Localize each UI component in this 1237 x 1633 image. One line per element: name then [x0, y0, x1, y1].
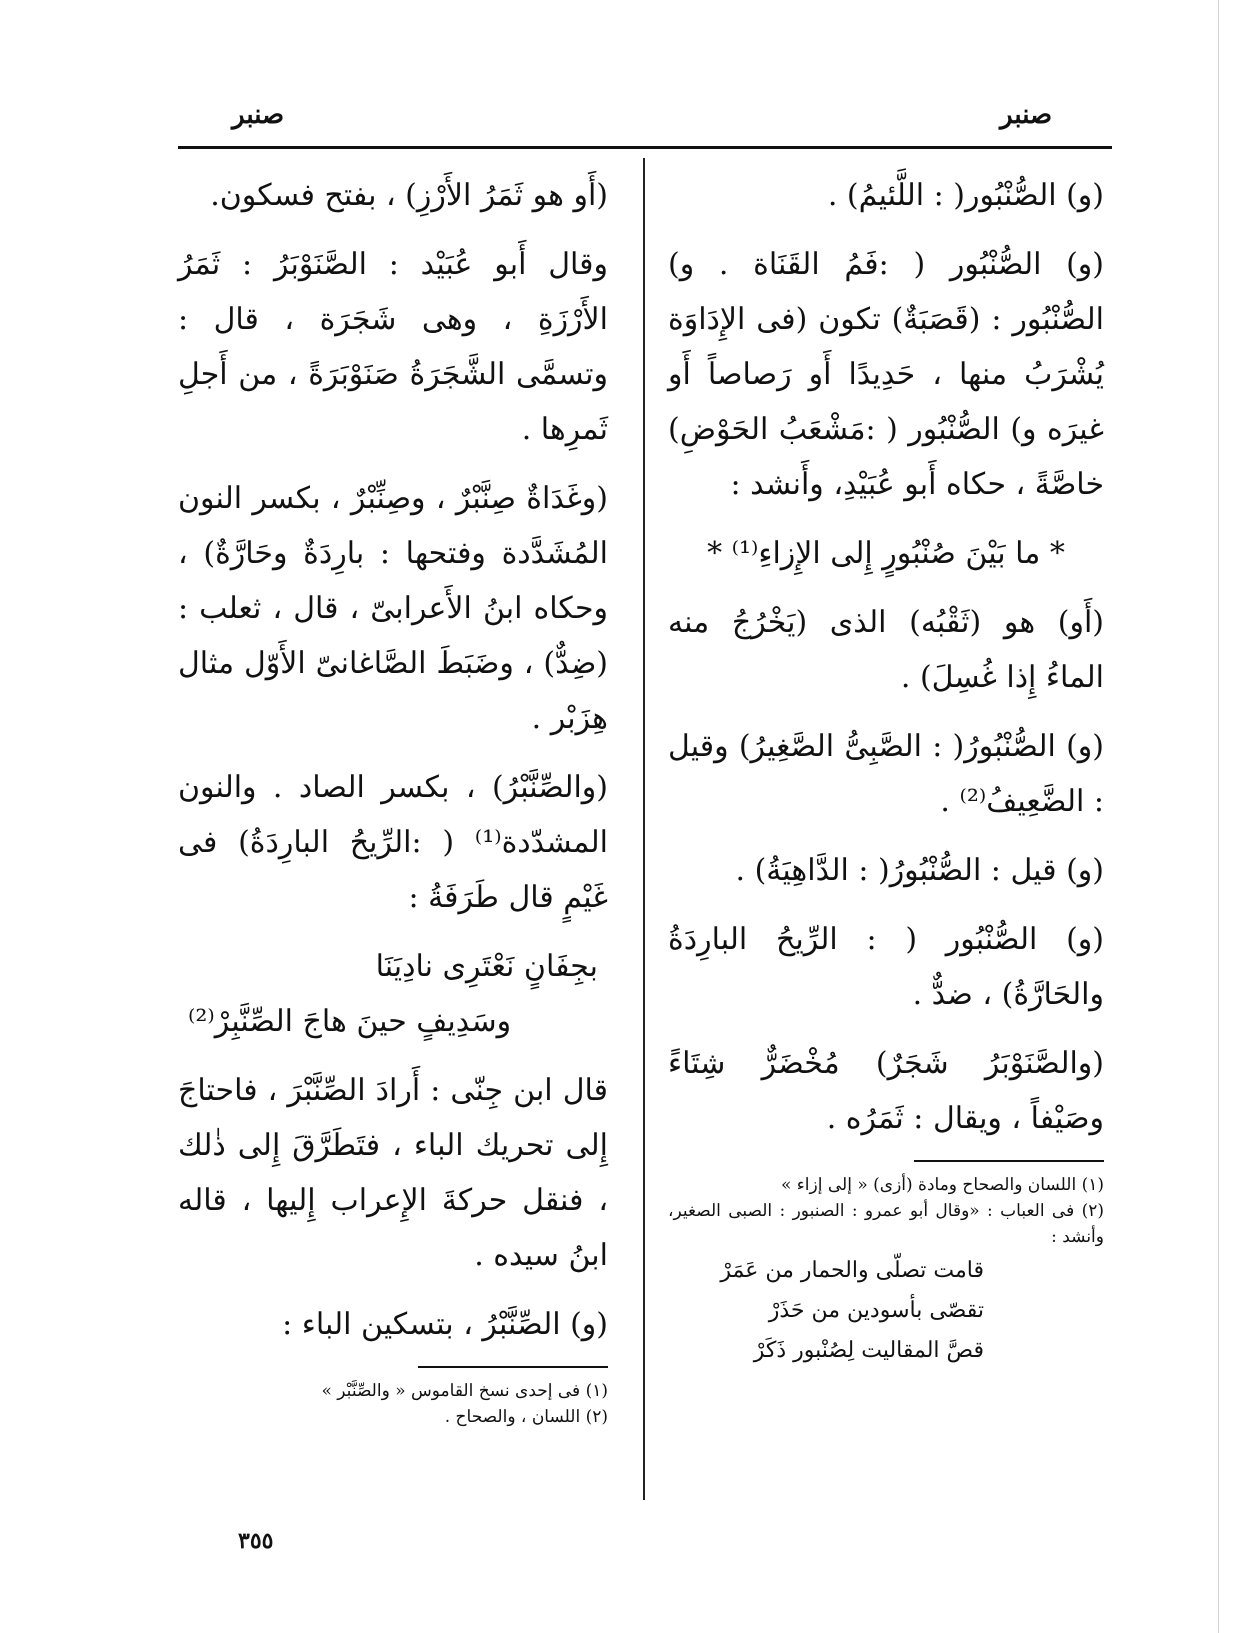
poem-line: بجِفَانٍ نَعْتَرِى نادِيَنَا [375, 949, 598, 984]
entry-paragraph: (والصَّنَوْبَرُ شَجَرٌ) مُخْضَرٌّ شِتَاءً وصَيْفاً ، ويقال : ثَمَرُه . [668, 1046, 1104, 1136]
left-column [178, 168, 608, 1430]
poem-line: وسَدِيفٍ حينَ هاجَ الصِّنَّبِرْ⁽²⁾ [188, 1004, 512, 1039]
column-separator [643, 158, 645, 1500]
footnote-poem-line: تقصّى بأسودين من حَذَرْ [768, 1298, 984, 1323]
entry-paragraph: (و) الصِّنَّبْرُ ، بتسكين الباء : [282, 1307, 608, 1342]
entry-paragraph: (و) الصُّنْبُور ( : الرِّيحُ البارِدَةُ والحَارَّةُ) ، ضدٌّ . [668, 922, 1104, 1012]
page-number: ٣٥٥ [238, 1528, 274, 1554]
scan-edge-line [1218, 0, 1219, 1633]
entry-paragraph: (و) قيل : الصُّنْبُورُ( : الدَّاهِيَةُ) . [735, 853, 1104, 888]
entry-paragraph: (و) الصُّنْبُور ( :فَمُ القَنَاة . و) الصُّنْبُور : (قَصَبَةٌ) تكون (فى الإِدَاوَة يُشْرَبُ منها ، حَدِيدًا أَو رَصاصاً أَو غيرَه و) الصُّنْبُور ( :مَشْعَبُ الحَوْضِ) خاصَّةً ، حكاه أَبو عُبَيْدِ، وأَنشد : [668, 247, 1104, 502]
footnote: (٢) فى العباب : «وقال أبو عمرو : الصنبور : الصبى الصغير، وأنشد : [668, 1201, 1104, 1247]
right-column [668, 168, 1104, 1370]
entry-paragraph: قال ابن جِنّى : أَرادَ الصِّنَّبْرَ ، فاحتاجَ إِلى تحريك الباء ، فتَطَرَّقَ إِلى ذٰلك ، فنقل حركةَ الإِعراب إِليها ، قاله ابنُ سيده . [178, 1073, 608, 1273]
footnote: (١) اللسان والصحاح ومادة (أزى) « إلى إزاء » [781, 1175, 1104, 1195]
entry-paragraph: (والصِّنَّبْرُ) ، بكسر الصاد . والنون المشدّدة⁽¹⁾ ( :الرِّيحُ البارِدَةُ) فى غَيْمٍ قال طَرَفَةُ : [178, 770, 608, 915]
footnote-poem-line: قامت تصلّى والحمار من عَمَرْ [720, 1258, 984, 1283]
entry-paragraph: (و) الصُّنْبُور( : اللَّئيمُ) . [827, 178, 1104, 213]
entry-paragraph: (و) الصُّنْبُورُ( : الصَّبِىُّ الصَّغِيرُ) وقيل : الضَّعِيفُ⁽²⁾ . [668, 729, 1104, 819]
entry-paragraph: (وغَدَاةٌ صِنَّبْرٌ ، وصِنِّبْرٌ ، بكسر النون المُشَدَّدة وفتحها : بارِدَةٌ وحَارَّةٌ) ، وحكاه ابنُ الأَعرابىّ ، قال ، ثعلب : (ضِدٌّ) ، وضَبَطَ الصَّاغانىّ الأَوّل مثال هِزَبْر . [178, 481, 608, 736]
header-rule [178, 146, 1112, 149]
footnote-rule [914, 1160, 1104, 1162]
header-right-title: صنبر [1000, 100, 1053, 130]
entry-paragraph: وقال أَبو عُبَيْد : الصَّنَوْبَرُ : ثَمَرُ الأَرْزَةِ ، وهى شَجَرَة ، قال : وتسمَّى الشَّجَرَةُ صَنَوْبَرَةً ، من أَجلِ ثَمرِها . [178, 247, 608, 447]
footnote-rule [418, 1366, 608, 1368]
footnote-poem-line: قصَّ المقاليت لِصُنْبور ذَكَرْ [753, 1338, 984, 1363]
header-left-title: صنبر [232, 100, 285, 130]
footnote: (١) فى إحدى نسخ القاموس « والصِّنَّبْر » [321, 1381, 608, 1401]
poem-couplet [178, 939, 608, 1049]
verse-line: * ما بَيْنَ صُنْبُورٍ إِلى الإِزاءِ⁽¹⁾ * [707, 536, 1065, 571]
entry-paragraph: (أَو) هو (ثَقْبُه) الذى (يَخْرُجُ منه الماءُ إِذا غُسِلَ) . [668, 605, 1104, 695]
entry-paragraph: (أَو هو ثَمَرُ الأَرْزِ) ، بفتح فسكون. [210, 178, 608, 213]
footnote: (٢) اللسان ، والصحاح . [444, 1407, 608, 1427]
